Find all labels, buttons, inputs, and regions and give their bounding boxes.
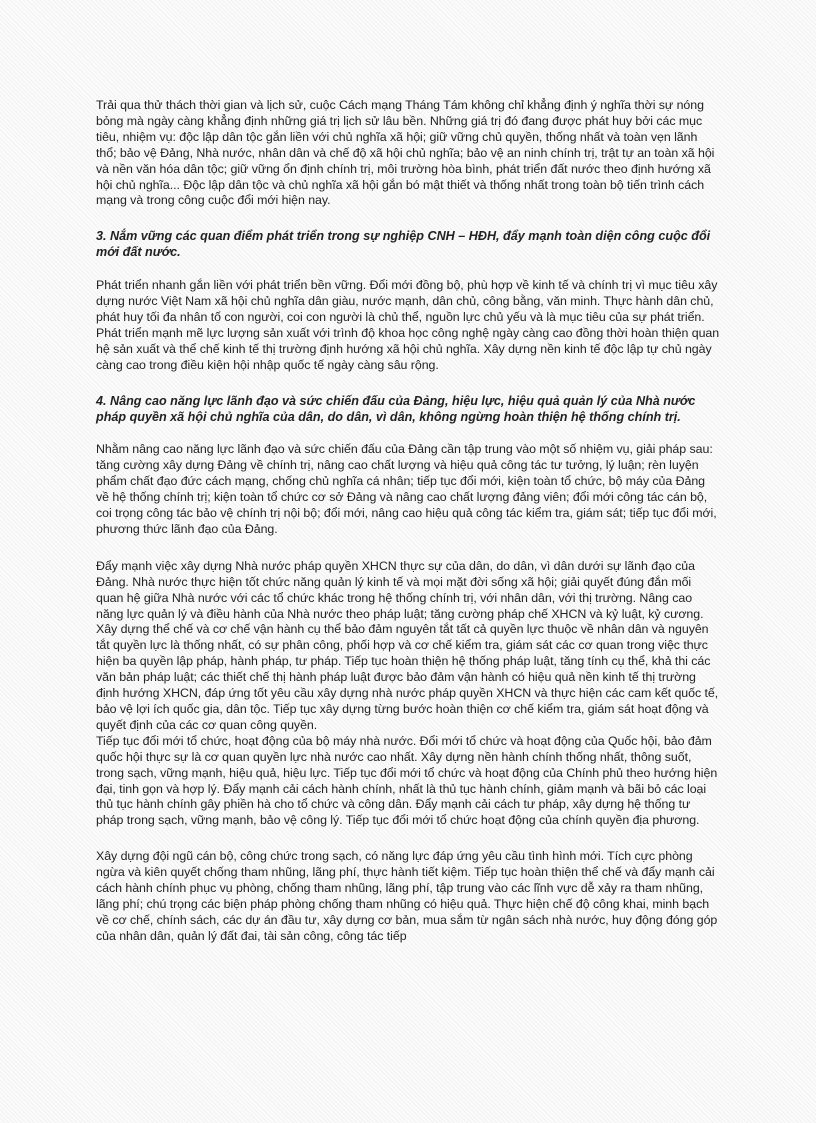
paragraph-party-leadership: Nhằm nâng cao năng lực lãnh đạo và sức chiến đấu của Đảng cần tập trung vào một số nhiệm vụ, giải pháp sau: tăng cường xây dựng Đảng về chính trị, nâng cao chất lượng và hiệu quả công tác tư tưởng, lý luận; rèn luyện phẩm chất đạo đức cách mạng, chống chủ nghĩa cá nhân; tiếp tục đổi mới, kiện toàn tổ chức, bộ máy của Đảng về hệ thống chính trị; kiện toàn tổ chức cơ sở Đảng và nâng cao chất lượng đảng viên; đổi mới công tác cán bộ, coi trọng công tác bảo vệ chính trị nội bộ; đổi mới, nâng cao hiệu quả công tác kiểm tra, giám sát; tiếp tục đổi mới, phương thức lãnh đạo của Đảng. (96, 442, 717, 536)
heading-section-4: 4. Nâng cao năng lực lãnh đạo và sức chiến đấu của Đảng, hiệu lực, hiệu quả quản lý của Nhà nước pháp quyền xã hội chủ nghĩa của dân, do dân, vì dân, không ngừng hoàn thiện hệ thống chính trị. (96, 393, 696, 424)
paragraph-development-views: Phát triển nhanh gắn liền với phát triển bền vững. Đổi mới đồng bộ, phù hợp về kinh tế và chính trị vì mục tiêu xây dựng nước Việt Nam xã hội chủ nghĩa dân giàu, nước mạnh, dân chủ, công bằng, văn minh. Thực hành dân chủ, phát huy tối đa nhân tố con người, coi con người là chủ thể, nguồn lực chủ yếu và là mục tiêu của sự phát triển. Phát triển mạnh mẽ lực lượng sản xuất với trình độ khoa học công nghệ ngày càng cao đồng thời hoàn thiện quan hệ sản xuất và thể chế kinh tế thị trường định hướng xã hội chủ nghĩa. Xây dựng nền kinh tế độc lập tự chủ ngày càng cao trong điều kiện hội nhập quốc tế ngày càng sâu rộng. (96, 278, 720, 372)
paragraph-rule-of-law-state: Đẩy mạnh việc xây dựng Nhà nước pháp quyền XHCN thực sự của dân, do dân, vì dân dưới sự lãnh đạo của Đảng. Nhà nước thực hiện tốt chức năng quản lý kinh tế và mọi mặt đời sống xã hội; giải quyết đúng đắn mối quan hệ giữa Nhà nước với các tổ chức khác trong hệ thống chính trị, với nhân dân, với thị trường. Nâng cao năng lực quản lý và điều hành của Nhà nước theo pháp luật; tăng cường pháp chế XHCN và kỷ luật, kỷ cương. Xây dựng thể chế và cơ chế vận hành cụ thể bảo đảm nguyên tắt tất cả quyền lực thuộc về nhân dân và nguyên tắt quyền lực là thống nhất, có sự phân công, phối hợp và cơ chế kiểm tra, giám sát các cơ quan trong việc thực hiện ba quyền lập pháp, hành pháp, tư pháp. Tiếp tục hoàn thiện hệ thống pháp luật, tăng tính cụ thể, khả thi các văn bản pháp luật; các thiết chế thị hành pháp luật được bảo đảm vận hành có hiệu quả nền kinh tế thị trường định hướng XHCN, đáp ứng tốt yêu cầu xây dựng nhà nước pháp quyền XHCN và thực hiện các cam kết quốc tế, bảo vệ lợi ích quốc gia, dân tộc. Tiếp tục xây dựng từng bước hoàn thiện cơ chế kiểm tra, giám sát hoạt động và quyết định của các cơ quan công quyền. (96, 558, 719, 732)
paragraph-anti-corruption: Xây dựng đội ngũ cán bộ, công chức trong sạch, có năng lực đáp ứng yêu cầu tình hình mới. Tích cực phòng ngừa và kiên quyết chống tham nhũng, lãng phí, thực hành tiết kiệm. Tiếp tục hoàn thiện thể chế và đẩy mạnh cải cách hành chính phục vụ phòng, chống tham nhũng, lãng phí, tập trung vào các lĩnh vực dễ xảy ra tham nhũng, lãng phí; chú trọng các biện pháp phòng chống tham nhũng có hiệu quả. Thực hiện chế độ công khai, minh bạch về cơ chế, chính sách, các dự án đầu tư, xây dựng cơ bản, mua sắm từ ngân sách nhà nước, huy động đóng góp của nhân dân, quản lý đất đai, tài sản công, công tác tiếp (96, 849, 718, 943)
paragraph-august-revolution: Trải qua thử thách thời gian và lịch sử, cuộc Cách mạng Tháng Tám không chỉ khẳng định ý nghĩa thời sự nóng bỏng mà ngày càng khẳng định những giá trị lịch sử lâu bền. Những giá trị đó đang được phát huy bởi các mục tiêu, nhiệm vụ: độc lập dân tộc gắn liền với chủ nghĩa xã hội; giữ vững chủ quyền, thống nhất và toàn vẹn lãnh thổ; bảo vệ Đảng, Nhà nước, nhân dân và chế độ xã hội chủ nghĩa; bảo vệ an ninh chính trị, trật tự an toàn xã hội và nền văn hóa dân tộc; giữ vững ổn định chính trị, môi trường hòa bình, phát triển đất nước theo định hướng xã hội chủ nghĩa... Độc lập dân tộc và chủ nghĩa xã hội gắn bó mật thiết và thống nhất trong toàn bộ tiến trình cách mạng và trong công cuộc đổi mới hiện nay. (96, 98, 715, 208)
paragraph-state-apparatus: Tiếp tục đổi mới tổ chức, hoạt động của bộ máy nhà nước. Đổi mới tổ chức và hoạt động của Quốc hội, bảo đảm quốc hội thực sự là cơ quan quyền lực nhà nước cao nhất. Xây dựng nền hành chính thống nhất, thông suốt, trong sạch, vững mạnh, hiệu quả, hiệu lực. Tiếp tục đổi mới tổ chức và hoạt động của Chính phủ theo hướng hiện đại, tinh gọn và hợp lý. Đẩy mạnh cải cách hành chính, nhất là thủ tục hành chính, giảm mạnh và bãi bỏ các loại thủ tục hành chính gây phiền hà cho tổ chức và công dân. Đẩy mạnh cải cách tư pháp, xây dựng hệ thống tư pháp trong sạch, vững mạnh, bảo vệ công lý. Tiếp tục đổi mới tổ chức hoạt động của chính quyền địa phương. (96, 733, 718, 828)
heading-section-3: 3. Nắm vững các quan điểm phát triển trong sự nghiệp CNH – HĐH, đẩy mạnh toàn diện công cuộc đổi mới đất nước. (96, 229, 711, 260)
